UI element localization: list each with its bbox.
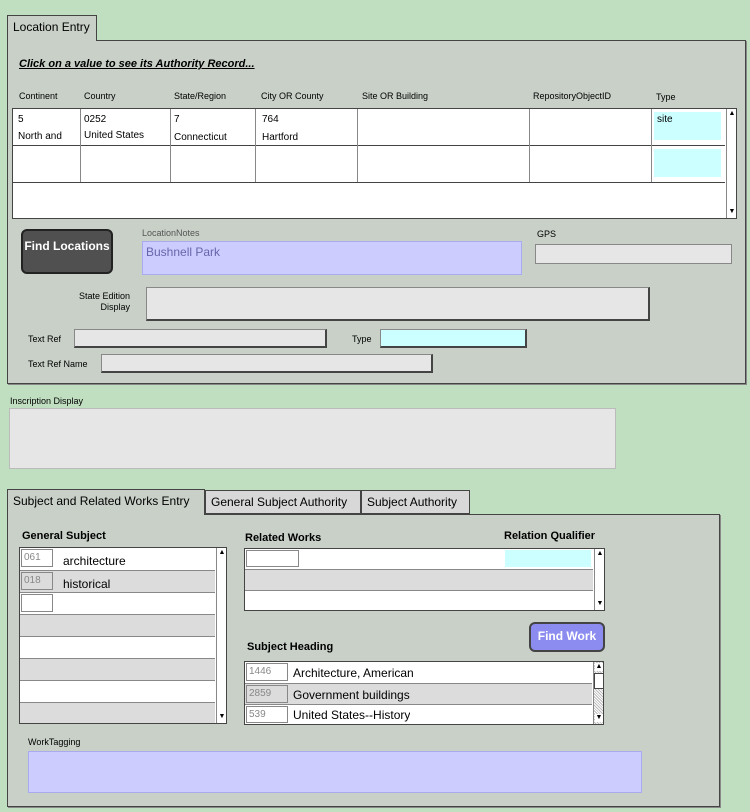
related-work-id[interactable] <box>246 550 299 567</box>
list-item[interactable] <box>245 569 593 590</box>
table-row-divider <box>13 182 725 183</box>
scroll-up-icon[interactable]: ▲ <box>595 663 603 670</box>
col-divider <box>651 109 652 182</box>
type-cell-row1[interactable] <box>654 112 721 140</box>
text-ref-label: Text Ref <box>28 334 62 344</box>
location-table <box>12 108 737 219</box>
subject-heading-name: Architecture, American <box>293 666 414 680</box>
general-subject-id-empty[interactable] <box>21 594 53 612</box>
general-subject-name: historical <box>63 577 111 591</box>
location-notes-field[interactable] <box>142 241 522 275</box>
find-locations-label: Find Locations <box>24 239 110 253</box>
col-city-county: City OR County <box>261 91 324 101</box>
scroll-down-icon[interactable]: ▼ <box>728 208 736 215</box>
tab-general-subject-authority[interactable] <box>205 490 361 514</box>
state-cell[interactable]: Connecticut <box>174 132 227 143</box>
related-works-scrollbar[interactable] <box>594 549 604 610</box>
text-ref-name-label: Text Ref Name <box>28 359 88 369</box>
type-field[interactable] <box>380 329 527 348</box>
find-work-button[interactable] <box>529 622 605 652</box>
list-item[interactable] <box>20 636 215 658</box>
related-works-list <box>244 548 605 611</box>
continent-cell[interactable]: North and <box>18 131 62 142</box>
subject-heading-id[interactable]: 2859 <box>246 685 288 703</box>
tab-subject-authority-label: Subject Authority <box>367 495 458 509</box>
location-table-scrollbar[interactable] <box>726 109 736 218</box>
state-edition-field[interactable] <box>146 287 650 321</box>
scroll-up-icon[interactable]: ▲ <box>218 549 226 556</box>
location-panel <box>7 40 746 384</box>
list-item[interactable] <box>245 683 592 704</box>
tab-subject-authority[interactable] <box>361 490 470 514</box>
col-divider <box>255 109 256 182</box>
continent-id-cell[interactable]: 5 <box>18 114 24 125</box>
general-subject-name: architecture <box>63 554 126 568</box>
col-continent: Continent <box>19 91 58 101</box>
general-subject-id[interactable]: 061 <box>21 549 53 567</box>
table-row-divider <box>13 145 725 146</box>
col-state-region: State/Region <box>174 91 227 101</box>
scroll-down-icon[interactable]: ▼ <box>596 600 604 607</box>
country-id-cell[interactable]: 0252 <box>84 114 107 125</box>
state-edition-label: State Edition Display <box>78 291 130 312</box>
type-cell-row2[interactable] <box>654 149 721 177</box>
gps-label: GPS <box>537 229 557 239</box>
country-cell[interactable]: United States <box>84 130 145 141</box>
list-item[interactable] <box>20 614 215 636</box>
subject-heading-name: United States--History <box>293 708 411 722</box>
subject-heading-id[interactable]: 1446 <box>246 663 288 681</box>
work-tagging-label: WorkTagging <box>28 737 81 747</box>
related-works-label: Related Works <box>245 532 322 544</box>
general-subject-id[interactable]: 018 <box>21 572 53 590</box>
tab-location-entry[interactable] <box>7 15 97 41</box>
list-item[interactable] <box>20 702 215 723</box>
list-item[interactable] <box>20 548 215 570</box>
list-item[interactable] <box>20 658 215 680</box>
scroll-up-icon[interactable]: ▲ <box>728 110 736 117</box>
general-subject-scrollbar[interactable] <box>216 548 226 723</box>
col-divider <box>80 109 81 182</box>
col-divider <box>357 109 358 182</box>
col-type: Type <box>656 92 676 102</box>
scroll-up-icon[interactable]: ▲ <box>596 550 604 557</box>
type-label: Type <box>352 334 372 344</box>
location-notes-label: LocationNotes <box>142 228 200 238</box>
list-item[interactable] <box>245 590 593 610</box>
subject-panel <box>7 514 720 807</box>
subject-heading-label: Subject Heading <box>247 641 334 653</box>
work-tagging-field[interactable] <box>28 751 642 793</box>
find-locations-button[interactable] <box>21 229 113 274</box>
instruction-text[interactable]: Click on a value to see its Authority Record... <box>19 58 255 70</box>
col-country: Country <box>84 91 116 101</box>
type-value: site <box>657 114 673 125</box>
scroll-thumb[interactable] <box>594 673 604 689</box>
scroll-down-icon[interactable]: ▼ <box>218 713 226 720</box>
city-id-cell[interactable]: 764 <box>262 114 279 125</box>
col-divider <box>529 109 530 182</box>
tab-general-subject-authority-label: General Subject Authority <box>211 495 348 509</box>
tab-location-entry-label: Location Entry <box>13 20 90 34</box>
location-notes-value: Bushnell Park <box>146 245 221 259</box>
col-site-building: Site OR Building <box>362 91 429 101</box>
list-item[interactable] <box>20 592 215 614</box>
text-ref-name-field[interactable] <box>101 354 433 373</box>
general-subject-label: General Subject <box>22 530 106 542</box>
subject-heading-id[interactable]: 539 <box>246 706 288 723</box>
subject-heading-list <box>244 661 604 725</box>
col-repository-object-id: RepositoryObjectID <box>533 91 612 101</box>
list-item[interactable] <box>20 570 215 592</box>
find-work-label: Find Work <box>537 629 597 643</box>
general-subject-list <box>19 547 227 724</box>
inscription-field[interactable] <box>9 408 616 469</box>
text-ref-field[interactable] <box>74 329 327 348</box>
list-item[interactable] <box>245 549 593 569</box>
list-item[interactable] <box>20 680 215 702</box>
list-item[interactable] <box>245 662 592 683</box>
gps-field[interactable] <box>535 244 732 264</box>
scroll-down-icon[interactable]: ▼ <box>595 714 603 721</box>
state-id-cell[interactable]: 7 <box>174 114 180 125</box>
list-item[interactable] <box>245 704 592 724</box>
city-cell[interactable]: Hartford <box>262 132 299 143</box>
col-divider <box>170 109 171 182</box>
subject-heading-name: Government buildings <box>293 688 410 702</box>
inscription-label: Inscription Display <box>10 396 84 406</box>
tab-subject-related-works[interactable] <box>7 489 205 515</box>
tab-subject-related-works-label: Subject and Related Works Entry <box>13 494 190 508</box>
subject-heading-scrollbar[interactable] <box>593 662 603 724</box>
relation-qualifier-label: Relation Qualifier <box>504 530 596 542</box>
relation-qualifier-field[interactable] <box>505 550 591 567</box>
